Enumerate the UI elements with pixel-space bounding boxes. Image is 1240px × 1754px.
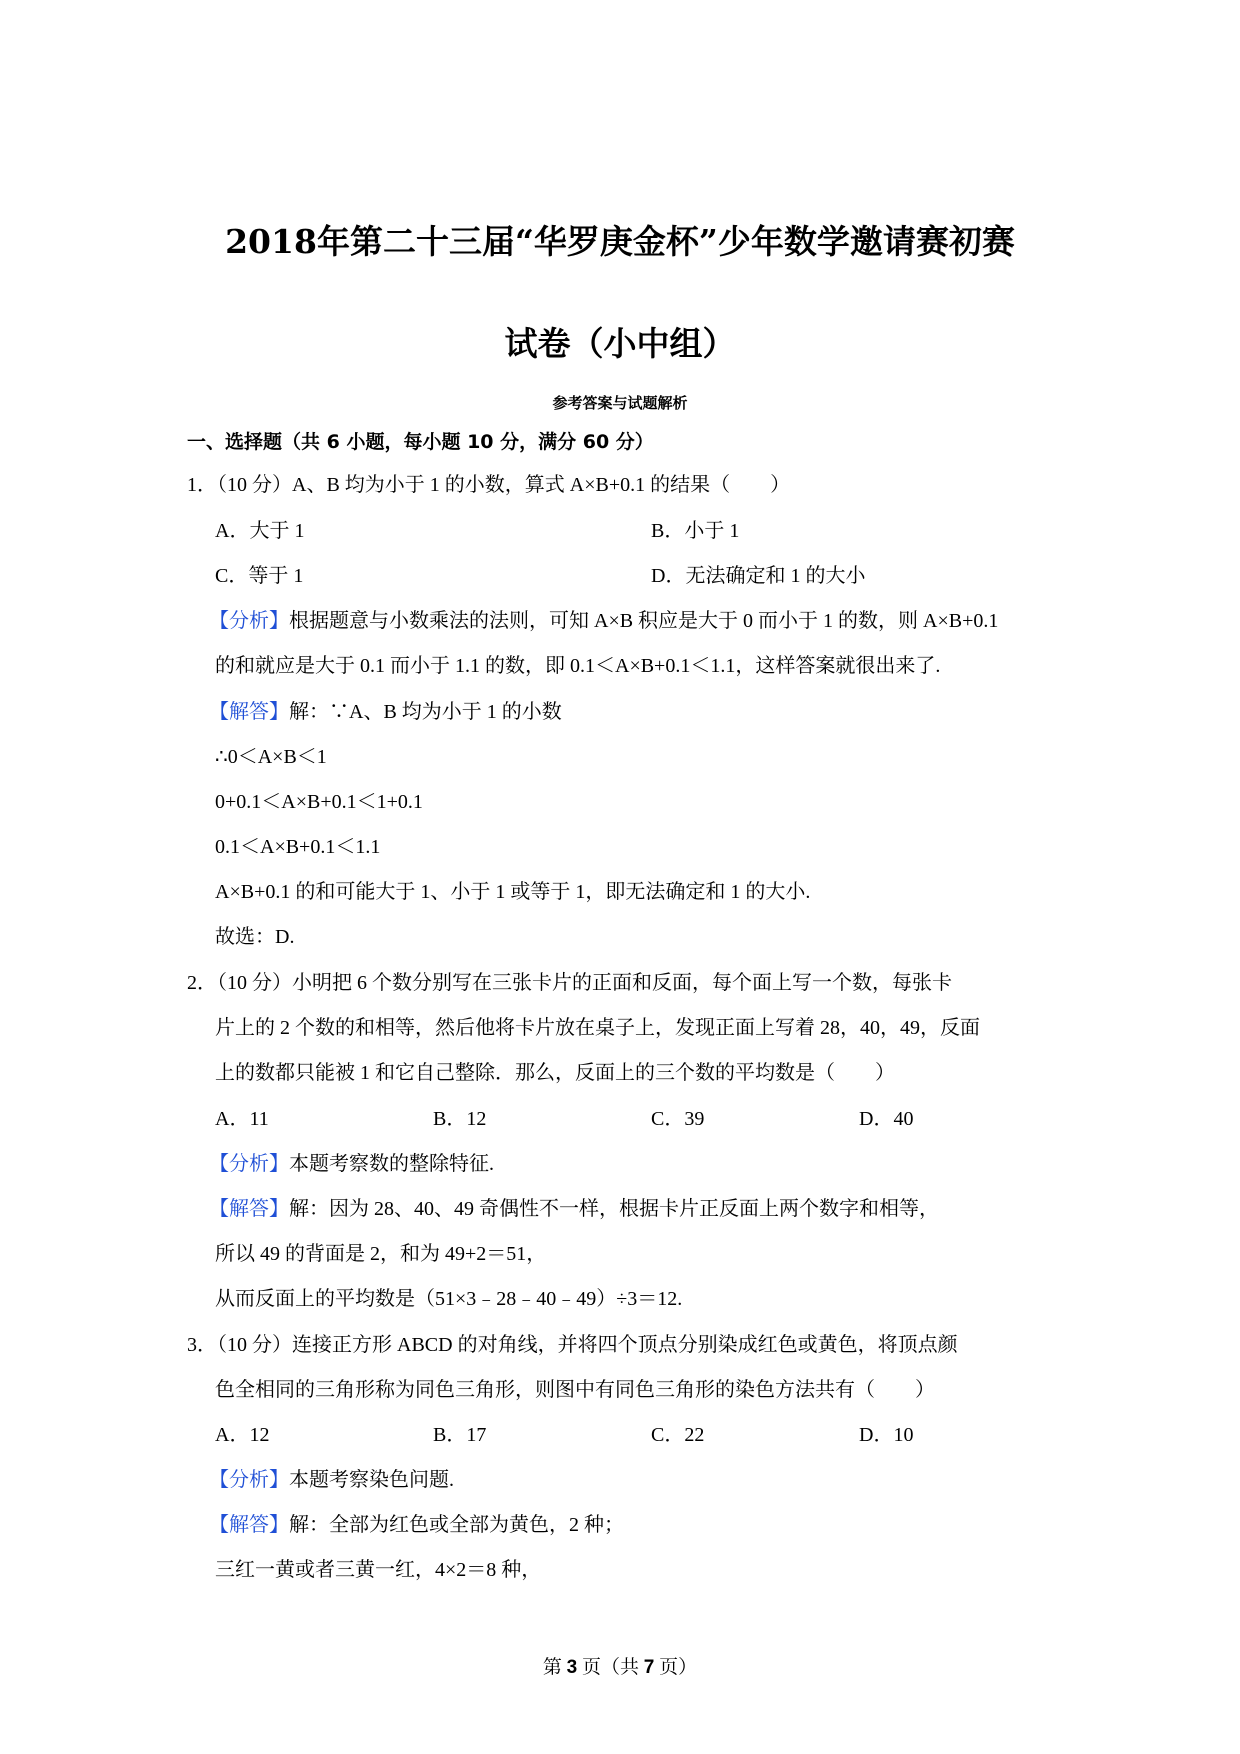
answer-tag: 【解答】 [209,701,289,723]
q3-option-c: C．22 [651,1424,705,1446]
page-footer [0,1652,1240,1679]
q1-option-a: A．大于 1 [215,520,305,542]
q3-option-b: B．17 [433,1424,487,1446]
q2-option-d: D．40 [859,1108,914,1130]
q1-analysis-text: 根据题意与小数乘法的法则，可知 A×B 积应是大于 0 而小于 1 的数，则 A×B+0.1 [289,610,999,632]
footer-prefix: 第 [542,1657,567,1678]
q1-answer-step2: ∴0＜A×B＜1 [215,746,327,768]
q1-answer-step3: 0+0.1＜A×B+0.1＜1+0.1 [215,791,423,813]
q2-stem-cont1: 片上的 2 个数的和相等，然后他将卡片放在桌子上，发现正面上写着 28，40，49，反面 [215,1017,980,1039]
q2-stem: 2．（10 分）小明把 6 个数分别写在三张卡片的正面和反面，每个面上写一个数，每张卡 [187,972,952,994]
q2-answer-text: 解：因为 28、40、49 奇偶性不一样，根据卡片正反面上两个数字和相等， [289,1198,939,1220]
q1-answer-step5: A×B+0.1 的和可能大于 1、小于 1 或等于 1，即无法确定和 1 的大小. [215,881,811,903]
analysis-tag: 【分析】 [209,1469,289,1491]
q1-answer-step4: 0.1＜A×B+0.1＜1.1 [215,836,381,858]
q2-option-a: A．11 [215,1108,269,1130]
page-title: 2018年第二十三届“华罗庚金杯”少年数学邀请赛初赛 [225,222,1015,261]
q2-answer [209,1195,939,1223]
q2-stem-cont2: 上的数都只能被 1 和它自己整除．那么，反面上的三个数的平均数是（ ） [215,1062,895,1084]
q3-stem: 3．（10 分）连接正方形 ABCD 的对角线，并将四个顶点分别染成红色或黄色，将顶点颜 [187,1334,958,1356]
page-total: 7 [643,1657,655,1678]
q3-option-d: D．10 [859,1424,914,1446]
q2-analysis-text: 本题考察数的整除特征. [289,1153,494,1175]
q1-analysis [209,607,998,635]
q2-answer-step3: 从而反面上的平均数是（51×3﹣28﹣40﹣49）÷3＝12. [215,1288,683,1310]
answer-tag: 【解答】 [209,1514,289,1536]
q3-answer-step2: 三红一黄或者三黄一红，4×2＝8 种， [215,1559,542,1581]
q3-analysis [209,1466,454,1494]
page-subtitle: 参考答案与试题解析 [552,394,688,412]
q3-analysis-text: 本题考察染色问题. [289,1469,454,1491]
q1-analysis-cont: 的和就应是大于 0.1 而小于 1.1 的数，即 0.1＜A×B+0.1＜1.1，这样答案就很出来了. [215,655,941,677]
page-number: 3 [566,1657,578,1678]
q1-answer-choice: 故选：D. [215,926,295,948]
answer-tag: 【解答】 [209,1198,289,1220]
q1-answer [209,698,562,726]
analysis-tag: 【分析】 [209,610,289,632]
footer-middle: 页（共 [577,1657,644,1678]
q3-stem-cont: 色全相同的三角形称为同色三角形，则图中有同色三角形的染色方法共有（ ） [215,1379,935,1401]
section-heading: 一、选择题（共 6 小题，每小题 10 分，满分 60 分） [187,431,654,453]
q3-answer [209,1511,624,1539]
q3-answer-text: 解：全部为红色或全部为黄色，2 种； [289,1514,624,1536]
q2-answer-step2: 所以 49 的背面是 2，和为 49+2＝51， [215,1243,547,1265]
footer-suffix: 页） [654,1657,698,1678]
q1-option-d: D．无法确定和 1 的大小 [651,565,866,587]
q3-option-a: A．12 [215,1424,270,1446]
q1-stem: 1．（10 分）A、B 均为小于 1 的小数，算式 A×B+0.1 的结果（ ） [187,474,791,496]
q1-option-c: C．等于 1 [215,565,304,587]
q1-answer-text: 解：∵A、B 均为小于 1 的小数 [289,701,562,723]
q1-option-b: B．小于 1 [651,520,740,542]
page-title-line2: 试卷（小中组） [504,324,736,363]
q2-analysis [209,1150,494,1178]
q2-option-c: C．39 [651,1108,705,1130]
q2-option-b: B．12 [433,1108,487,1130]
analysis-tag: 【分析】 [209,1153,289,1175]
